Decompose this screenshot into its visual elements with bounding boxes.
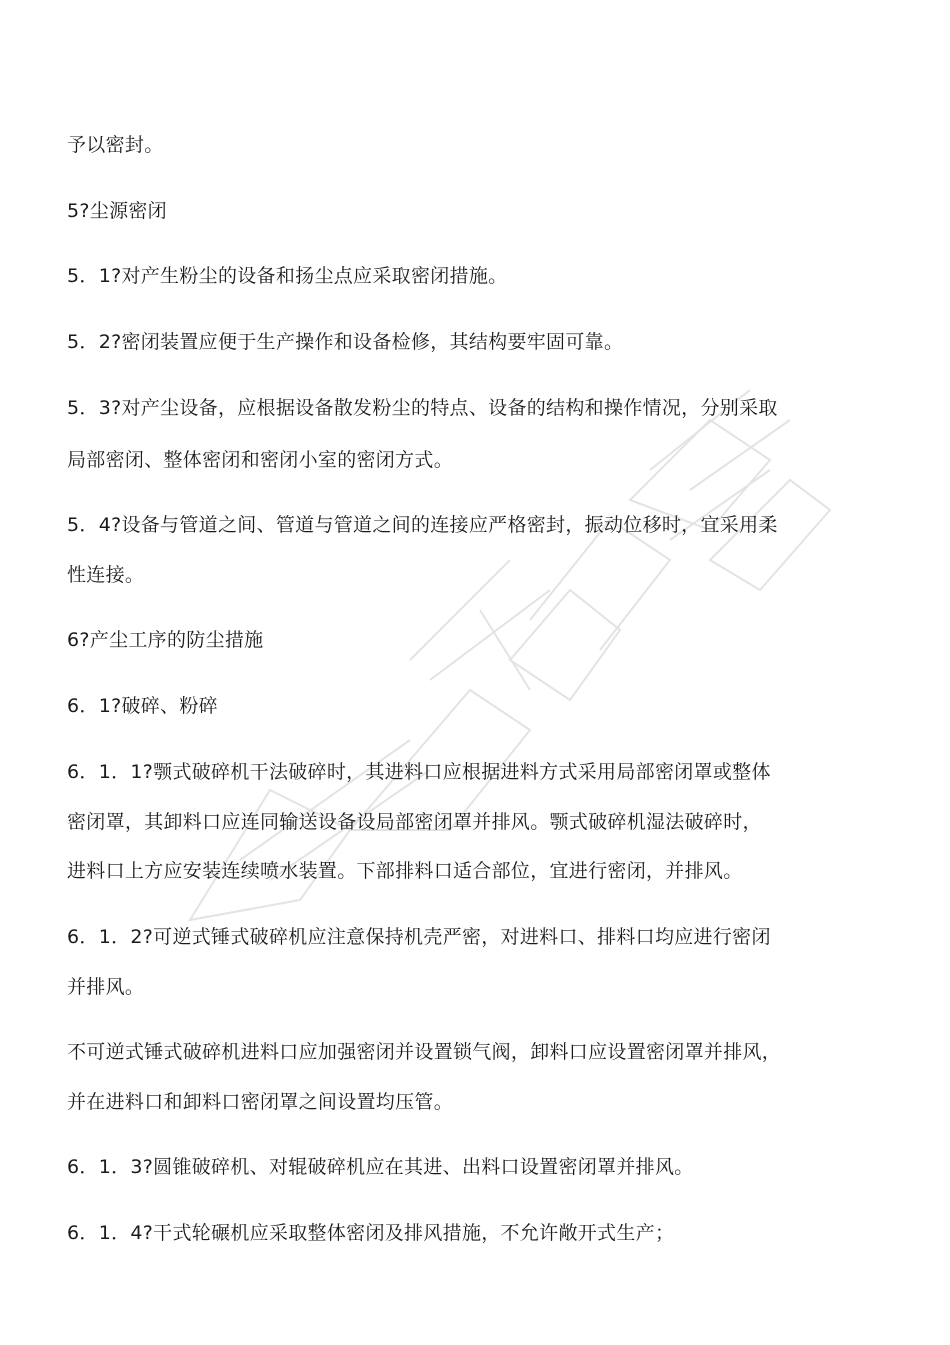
text-line-6-1-3: 6．1．3?圆锥破碎机、对辊破碎机应在其进、出料口设置密闭罩并排风。: [67, 1156, 694, 1178]
text-line-1: 予以密封。: [67, 134, 164, 156]
section-heading-5: 5?尘源密闭: [67, 200, 167, 222]
text-line-5-3: 5．3?对产尘设备，应根据设备散发粉尘的特点、设备的结构和操作情况，分别采取: [67, 397, 778, 419]
text-line-6-1-2-cont: 并排风。: [67, 976, 145, 998]
text-line-irreversible: 不可逆式锤式破碎机进料口应加强密闭并设置锁气阀，卸料口应设置密闭罩并排风，: [67, 1041, 782, 1063]
text-line-6-1-2: 6．1．2?可逆式锤式破碎机应注意保持机壳严密，对进料口、排料口均应进行密闭: [67, 926, 771, 948]
text-line-6-1-1: 6．1．1?颚式破碎机干法破碎时，其进料口应根据进料方式采用局部密闭罩或整体: [67, 761, 771, 783]
text-line-5-1: 5．1?对产生粉尘的设备和扬尘点应采取密闭措施。: [67, 265, 508, 287]
text-line-5-4: 5．4?设备与管道之间、管道与管道之间的连接应严格密封，振动位移时，宜采用柔: [67, 514, 778, 536]
text-line-5-3-cont: 局部密闭、整体密闭和密闭小室的密闭方式。: [67, 449, 454, 471]
text-line-irreversible-cont: 并在进料口和卸料口密闭罩之间设置均压管。: [67, 1091, 454, 1113]
text-line-6-1-4: 6．1．4?干式轮碾机应采取整体密闭及排风措施，不允许敞开式生产；: [67, 1222, 675, 1244]
text-line-6-1-1-cont1: 密闭罩，其卸料口应连同输送设备设局部密闭罩并排风。颚式破碎机湿法破碎时，: [67, 811, 762, 833]
text-line-5-2: 5．2?密闭装置应便于生产操作和设备检修，其结构要牢固可靠。: [67, 331, 624, 353]
section-heading-6: 6?产尘工序的防尘措施: [67, 629, 264, 651]
section-heading-6-1: 6．1?破碎、粉碎: [67, 695, 218, 717]
text-line-6-1-1-cont2: 进料口上方应安装连续喷水装置。下部排料口适合部位，宜进行密闭，并排风。: [67, 860, 743, 882]
text-line-5-4-cont: 性连接。: [67, 564, 145, 586]
